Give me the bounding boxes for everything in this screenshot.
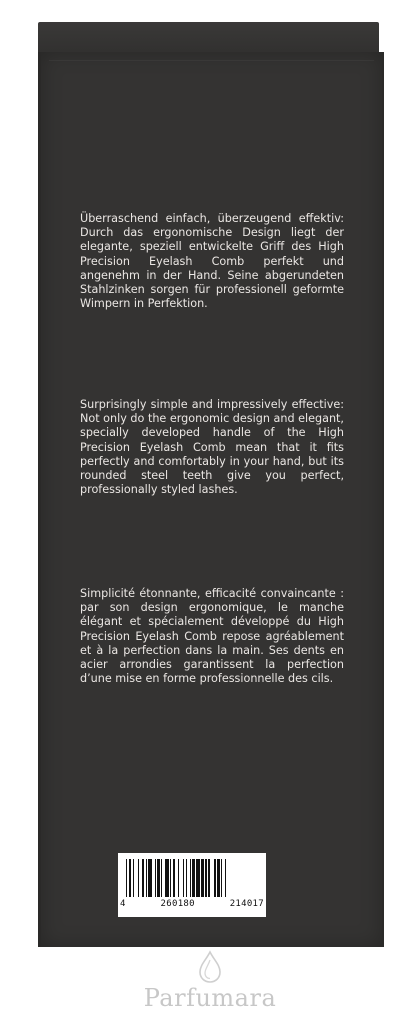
barcode-bar bbox=[183, 859, 184, 897]
barcode-bar bbox=[142, 859, 145, 897]
barcode-bar bbox=[129, 859, 132, 897]
barcode-bar bbox=[148, 859, 152, 897]
watermark-brand: Parfumara bbox=[143, 984, 277, 1012]
barcode-bar bbox=[133, 859, 134, 897]
barcode-bar bbox=[170, 859, 171, 897]
description-french: Simplicité étonnante, efficacité convaincante : par son design ergonomique, le manche élégant et spécialement développé du High Precision Eyelash Comb repose agréablement et à la perfection dans la main. Ses dents en acier arrondies garantissent la perfection d’une mise en forme professionnelle des cils. bbox=[80, 587, 344, 686]
barcode-bar bbox=[165, 859, 169, 897]
barcode-bar bbox=[221, 859, 222, 897]
barcode-bar bbox=[196, 859, 200, 897]
barcode-bar bbox=[186, 859, 187, 897]
barcode-bar bbox=[214, 859, 215, 897]
barcode-label bbox=[118, 853, 266, 917]
barcode-bar bbox=[161, 859, 162, 897]
product-box-back bbox=[38, 52, 384, 947]
barcode-bar bbox=[217, 859, 220, 897]
barcode-bar bbox=[138, 859, 139, 897]
barcode-digits bbox=[120, 899, 264, 909]
barcode-bar bbox=[157, 859, 160, 897]
barcode-bars bbox=[126, 859, 260, 897]
barcode-digit-right: 214017 bbox=[229, 899, 264, 909]
barcode-digit-left: 260180 bbox=[160, 899, 195, 909]
barcode-bar bbox=[205, 859, 206, 897]
barcode-bar bbox=[192, 859, 195, 897]
description-english: Surprisingly simple and impressively effective: Not only do the ergonomic design and elegant, specially developed handle of the High Precision Eyelash Comb mean that it fits perfectly and comfortably in your hand, but its rounded steel teeth give you perfect, professionally styled lashes. bbox=[80, 398, 344, 497]
barcode-bar bbox=[178, 859, 179, 897]
barcode-bar bbox=[146, 859, 147, 897]
description-german: Überraschend einfach, überzeugend effektiv: Durch das ergonomische Design liegt der elegante, speziell entwickelte Griff des High Precision Eyelash Comb perfekt und angenehm in der Hand. Seine abgerundeten Stahlzinken sorgen für professionell geformte Wimpern in Perfektion. bbox=[80, 212, 344, 311]
barcode-bar bbox=[190, 859, 191, 897]
barcode-bar bbox=[173, 859, 176, 897]
barcode-bar bbox=[225, 859, 226, 897]
barcode-bar bbox=[155, 859, 156, 897]
barcode-digit-prefix: 4 bbox=[120, 899, 126, 909]
barcode-bar bbox=[126, 859, 127, 897]
barcode-bar bbox=[208, 859, 211, 897]
barcode-bar bbox=[201, 859, 204, 897]
drop-icon bbox=[196, 950, 224, 984]
